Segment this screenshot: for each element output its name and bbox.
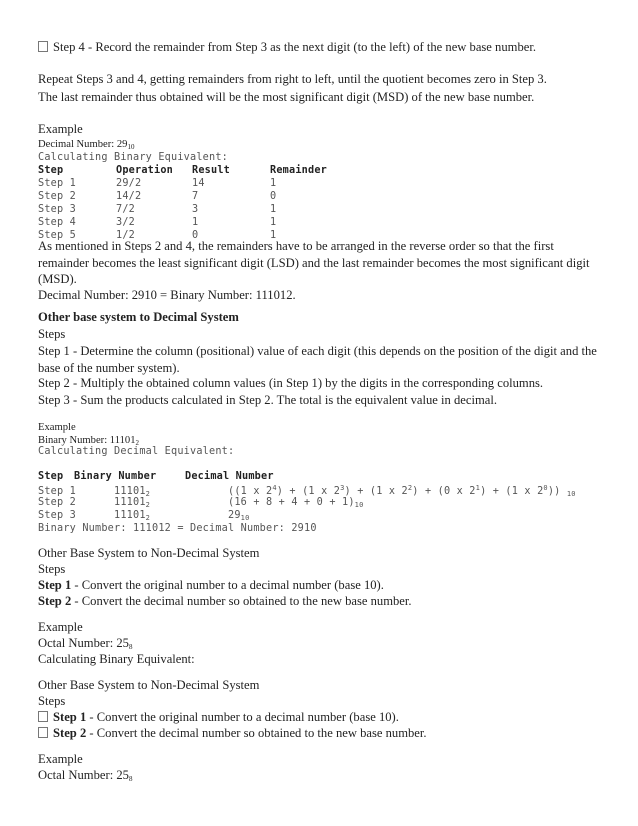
cell-step: Step 3 bbox=[38, 204, 77, 215]
col-decimal-number: Decimal Number bbox=[185, 471, 274, 482]
cell-operation: 14/2 bbox=[116, 191, 142, 202]
bullet-box-icon bbox=[38, 41, 48, 52]
col-result: Result bbox=[192, 165, 231, 176]
binary-value: 11101 bbox=[114, 486, 146, 497]
s2-step2: Step 2 - Multiply the obtained column values (in Step 1) by the digits in the corresponding columns. bbox=[38, 376, 544, 390]
cell-decimal-expansion bbox=[228, 486, 576, 497]
exponent: 2 bbox=[407, 484, 413, 492]
cell-step: Step 2 bbox=[38, 497, 77, 508]
cell-step: Step 1 bbox=[38, 178, 77, 189]
s3-step2 bbox=[38, 594, 412, 609]
cell-operation: 29/2 bbox=[116, 178, 142, 189]
expansion-part: ) + (1 x 2 bbox=[276, 486, 341, 497]
s2-step3: Step 3 - Sum the products calculated in Step 2. The total is the equivalent value in decimal. bbox=[38, 393, 497, 407]
cell-step: Step 4 bbox=[38, 217, 77, 228]
decimal-number-base: 10 bbox=[127, 143, 135, 151]
col-step: Step bbox=[38, 165, 64, 176]
section-title-non-decimal-2: Other Base System to Non-Decimal System bbox=[38, 678, 260, 692]
decimal-binary-result: Decimal Number: 2910 = Binary Number: 111012. bbox=[38, 288, 296, 302]
octal-number-label: Octal Number: 25 bbox=[38, 768, 129, 782]
decimal-number-line bbox=[38, 139, 134, 151]
step1-text: - Convert the original number to a decimal number (base 10). bbox=[71, 578, 384, 592]
cell-remainder: 1 bbox=[270, 230, 277, 241]
step4-text: Step 4 - Record the remainder from Step 3 as the next digit (to the left) of the new base number. bbox=[53, 40, 536, 54]
octal-number-line bbox=[38, 636, 132, 651]
cell-remainder: 1 bbox=[270, 217, 277, 228]
step2-label: Step 2 bbox=[38, 594, 72, 608]
bullet-box-icon bbox=[38, 727, 48, 738]
step2-text: - Convert the decimal number so obtained to the new base number. bbox=[86, 726, 427, 740]
s4-step2 bbox=[38, 726, 427, 741]
binary-value: 11101 bbox=[114, 497, 146, 508]
decimal-base: 10 bbox=[354, 501, 364, 509]
binary-base: 2 bbox=[145, 514, 151, 522]
octal-number-label: Octal Number: 25 bbox=[38, 636, 129, 650]
step2-label: Step 2 bbox=[53, 726, 87, 740]
cell-result: 0 bbox=[192, 230, 199, 241]
cell-operation: 3/2 bbox=[116, 217, 136, 228]
last-remainder-line: The last remainder thus obtained will be the most significant digit (MSD) of the new base number. bbox=[38, 90, 535, 104]
octal-number-base: 8 bbox=[128, 643, 133, 651]
expansion-part: ) + (1 x 2 bbox=[344, 486, 408, 497]
cell-remainder: 1 bbox=[270, 204, 277, 215]
binary-base: 2 bbox=[145, 501, 151, 509]
cell-decimal bbox=[228, 497, 364, 508]
repeat-line: Repeat Steps 3 and 4, getting remainders from right to left, until the quotient becomes zero in Step 3. bbox=[38, 72, 547, 86]
binary-decimal-footer: Binary Number: 111012 = Decimal Number: 2910 bbox=[38, 523, 317, 534]
table-row bbox=[38, 178, 276, 189]
s2-step1: Step 1 - Determine the column (positional) value of each digit (this depends on the position of the digit and the base of the number system). bbox=[38, 344, 597, 375]
step1-label: Step 1 bbox=[53, 710, 87, 724]
table-row bbox=[38, 484, 576, 498]
step1-text: - Convert the original number to a decimal number (base 10). bbox=[86, 710, 399, 724]
cell-decimal bbox=[228, 510, 250, 521]
calc-binary-line: Calculating Binary Equivalent: bbox=[38, 652, 195, 666]
cell-binary bbox=[114, 497, 228, 509]
octal-number-base: 8 bbox=[128, 775, 133, 783]
binary-base: 2 bbox=[145, 490, 151, 498]
col-step: Step bbox=[38, 471, 64, 482]
table-row bbox=[38, 191, 276, 202]
cell-step: Step 2 bbox=[38, 191, 77, 202]
decimal-number-label: Decimal Number: 29 bbox=[38, 139, 128, 150]
cell-binary bbox=[114, 510, 228, 522]
expansion-part: ) + (1 x 2 bbox=[480, 486, 544, 497]
reverse-order-note: As mentioned in Steps 2 and 4, the remainders have to be arranged in the reverse order so that the first remainder becomes the least significant digit (LSD) and the last remainder becomes the most significant digit (MSD). bbox=[38, 239, 590, 286]
table-row bbox=[38, 204, 276, 215]
calc-decimal-line: Calculating Decimal Equivalent: bbox=[38, 446, 235, 457]
steps-label: Steps bbox=[38, 562, 66, 576]
section-title-non-decimal: Other Base System to Non-Decimal System bbox=[38, 546, 260, 560]
cell-result: 3 bbox=[192, 204, 199, 215]
cell-remainder: 1 bbox=[270, 178, 277, 189]
exponent: 4 bbox=[272, 484, 277, 492]
example-heading: Example bbox=[38, 122, 83, 136]
example4-heading: Example bbox=[38, 752, 83, 766]
col-remainder: Remainder bbox=[270, 165, 328, 176]
cell-remainder: 0 bbox=[270, 191, 277, 202]
expansion-part: ((1 x 2 bbox=[228, 486, 273, 497]
step1-label: Step 1 bbox=[38, 578, 72, 592]
cell-operation: 1/2 bbox=[116, 230, 136, 241]
cell-step: Step 1 bbox=[38, 486, 77, 497]
decimal-base: 10 bbox=[566, 490, 576, 498]
cell-result: 7 bbox=[192, 191, 199, 202]
bullet-box-icon bbox=[38, 711, 48, 722]
binary-number-label: Binary Number: 11101 bbox=[38, 435, 136, 446]
steps-label: Steps bbox=[38, 694, 66, 708]
s4-step1 bbox=[38, 710, 399, 725]
decimal-value: 29 bbox=[228, 510, 241, 521]
table-row bbox=[38, 497, 364, 509]
calc-binary-line: Calculating Binary Equivalent: bbox=[38, 152, 229, 163]
expansion-part: ) + (0 x 2 bbox=[412, 486, 476, 497]
exponent: 1 bbox=[475, 484, 481, 492]
step2-text: - Convert the decimal number so obtained to the new base number. bbox=[71, 594, 412, 608]
expansion-part: )) bbox=[547, 486, 561, 497]
table-row bbox=[38, 510, 250, 522]
cell-result: 1 bbox=[192, 217, 199, 228]
example2-heading: Example bbox=[38, 422, 76, 433]
example3-heading: Example bbox=[38, 620, 83, 634]
cell-step: Step 3 bbox=[38, 510, 77, 521]
col-binary-number: Binary Number bbox=[74, 471, 157, 482]
cell-operation: 7/2 bbox=[116, 204, 136, 215]
col-operation: Operation bbox=[116, 165, 174, 176]
exponent: 3 bbox=[340, 484, 345, 492]
steps-label: Steps bbox=[38, 327, 66, 341]
table-row bbox=[38, 217, 276, 228]
decimal-base: 10 bbox=[240, 514, 250, 522]
octal-number-line bbox=[38, 768, 132, 783]
s3-step1 bbox=[38, 578, 384, 593]
table2-header-row bbox=[38, 471, 274, 482]
section-title-other-to-decimal: Other base system to Decimal System bbox=[38, 310, 239, 324]
cell-step: Step 5 bbox=[38, 230, 77, 241]
step4-line bbox=[38, 40, 536, 55]
binary-value: 11101 bbox=[114, 510, 146, 521]
exponent: 0 bbox=[543, 484, 548, 492]
cell-result: 14 bbox=[192, 178, 205, 189]
decimal-value: (16 + 8 + 4 + 0 + 1) bbox=[228, 497, 355, 508]
binary-number-base: 2 bbox=[135, 439, 139, 447]
table-header-row bbox=[38, 165, 327, 176]
